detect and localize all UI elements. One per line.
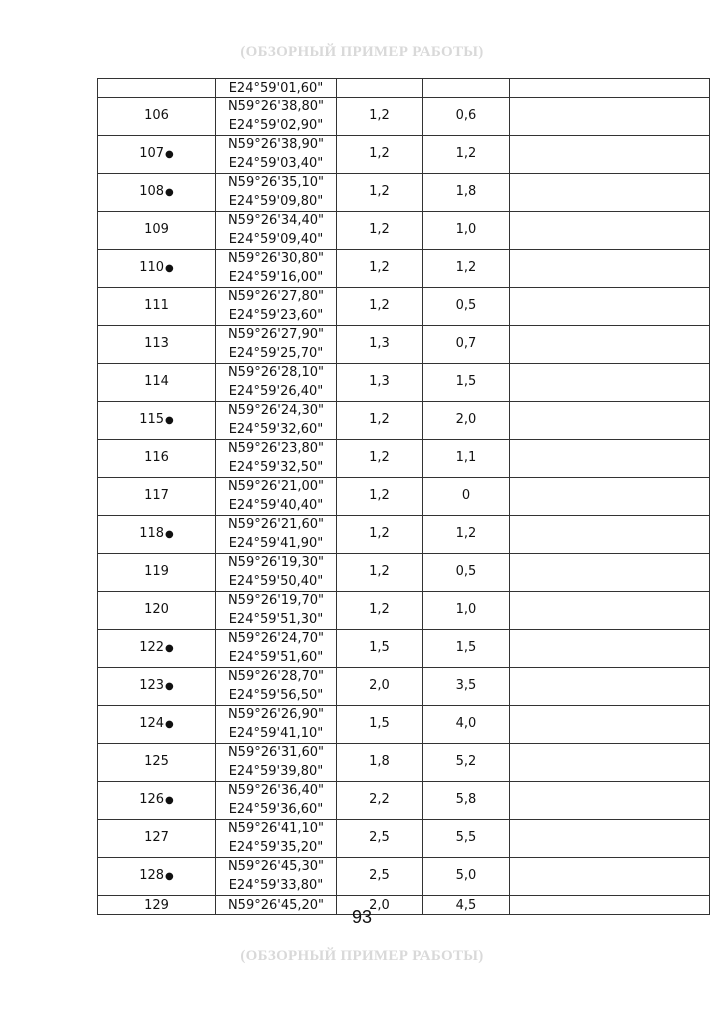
cell-value-1 <box>337 79 423 98</box>
bullet-marker: ● <box>165 794 174 806</box>
cell-id <box>98 288 216 326</box>
point-id: 115 <box>139 411 165 427</box>
cell-coordinates <box>216 136 337 174</box>
cell-id <box>98 402 216 440</box>
cell-value-2 <box>423 630 510 668</box>
cell-value-2 <box>423 668 510 706</box>
value-2: 1,2 <box>455 526 477 542</box>
cell-empty <box>510 516 710 554</box>
cell-id <box>98 212 216 250</box>
cell-coordinates <box>216 79 337 98</box>
value-2: 0 <box>461 488 471 504</box>
cell-coordinates <box>216 212 337 250</box>
cell-value-1 <box>337 326 423 364</box>
cell-empty <box>510 440 710 478</box>
cell-coordinates <box>216 326 337 364</box>
cell-empty <box>510 478 710 516</box>
table-row <box>98 592 710 630</box>
cell-coordinates <box>216 744 337 782</box>
bullet-marker: ● <box>165 680 174 692</box>
cell-empty <box>510 326 710 364</box>
cell-empty <box>510 592 710 630</box>
table-row <box>98 212 710 250</box>
point-id: 124 <box>139 715 165 731</box>
cell-value-2 <box>423 98 510 136</box>
value-1: 2,5 <box>369 868 390 884</box>
cell-empty <box>510 136 710 174</box>
longitude: E24°59'35,20" <box>228 839 324 855</box>
value-2: 5,5 <box>455 830 477 846</box>
latitude: N59°26'28,10" <box>227 365 325 380</box>
value-2: 0,6 <box>455 108 477 124</box>
latitude: N59°26'36,40" <box>227 783 325 798</box>
point-id: 111 <box>144 298 169 314</box>
point-id: 108 <box>139 183 165 199</box>
value-1: 1,2 <box>369 412 390 428</box>
value-1: 2,0 <box>369 678 390 694</box>
longitude: E24°59'09,80" <box>228 193 324 209</box>
point-id: 109 <box>144 222 169 238</box>
point-id: 126 <box>139 791 165 807</box>
longitude: E24°59'32,60" <box>228 421 324 437</box>
value-2: 0,5 <box>455 298 477 314</box>
cell-id <box>98 516 216 554</box>
cell-empty <box>510 630 710 668</box>
value-2: 4,5 <box>455 897 477 913</box>
value-2: 1,0 <box>455 602 477 618</box>
bullet-marker: ● <box>165 148 174 160</box>
latitude: N59°26'45,30" <box>227 859 325 874</box>
cell-value-1 <box>337 858 423 896</box>
point-id: 114 <box>144 374 169 390</box>
cell-coordinates <box>216 516 337 554</box>
longitude: E24°59'41,10" <box>228 725 324 741</box>
cell-empty <box>510 782 710 820</box>
cell-coordinates <box>216 98 337 136</box>
cell-value-1 <box>337 250 423 288</box>
cell-coordinates <box>216 554 337 592</box>
coordinates-table-body <box>98 79 710 915</box>
value-1: 1,2 <box>369 298 390 314</box>
cell-id <box>98 79 216 98</box>
value-2: 1,1 <box>455 450 477 466</box>
table-row <box>98 136 710 174</box>
table-row <box>98 820 710 858</box>
cell-coordinates <box>216 364 337 402</box>
cell-coordinates <box>216 288 337 326</box>
cell-id <box>98 858 216 896</box>
cell-value-1 <box>337 782 423 820</box>
longitude: E24°59'01,60" <box>228 80 324 96</box>
value-2: 1,8 <box>455 184 477 200</box>
cell-value-1 <box>337 440 423 478</box>
cell-coordinates <box>216 440 337 478</box>
cell-coordinates <box>216 706 337 744</box>
latitude: N59°26'24,70" <box>227 631 325 646</box>
cell-value-1 <box>337 592 423 630</box>
point-id: 128 <box>139 867 165 883</box>
latitude: N59°26'19,30" <box>227 555 325 570</box>
value-1: 1,2 <box>369 488 390 504</box>
table-row <box>98 744 710 782</box>
cell-empty <box>510 364 710 402</box>
table-row <box>98 858 710 896</box>
value-2: 1,2 <box>455 260 477 276</box>
longitude: E24°59'36,60" <box>228 801 324 817</box>
cell-id <box>98 136 216 174</box>
point-id: 125 <box>144 754 169 770</box>
cell-value-2 <box>423 250 510 288</box>
longitude: E24°59'23,60" <box>228 307 324 323</box>
point-id: 113 <box>144 336 169 352</box>
cell-value-2 <box>423 79 510 98</box>
longitude: E24°59'51,30" <box>228 611 324 627</box>
longitude: E24°59'51,60" <box>228 649 324 665</box>
cell-empty <box>510 250 710 288</box>
cell-empty <box>510 402 710 440</box>
value-1: 1,2 <box>369 564 390 580</box>
page-number: 93 <box>351 907 373 927</box>
latitude: N59°26'19,70" <box>227 593 325 608</box>
cell-empty <box>510 554 710 592</box>
latitude: N59°26'27,90" <box>227 327 325 342</box>
cell-empty <box>510 98 710 136</box>
bullet-marker: ● <box>165 186 174 198</box>
latitude: N59°26'41,10" <box>227 821 325 836</box>
point-id: 118 <box>139 525 165 541</box>
cell-id <box>98 820 216 858</box>
cell-value-1 <box>337 174 423 212</box>
cell-coordinates <box>216 402 337 440</box>
point-id: 107 <box>139 145 165 161</box>
value-1: 1,3 <box>369 336 390 352</box>
value-2: 4,0 <box>455 716 477 732</box>
cell-coordinates <box>216 630 337 668</box>
cell-value-2 <box>423 174 510 212</box>
cell-empty <box>510 212 710 250</box>
cell-value-1 <box>337 516 423 554</box>
longitude: E24°59'26,40" <box>228 383 324 399</box>
longitude: E24°59'25,70" <box>228 345 324 361</box>
cell-id <box>98 364 216 402</box>
table-row <box>98 706 710 744</box>
bullet-marker: ● <box>165 414 174 426</box>
cell-value-2 <box>423 820 510 858</box>
table-row <box>98 174 710 212</box>
table-row <box>98 668 710 706</box>
bullet-marker: ● <box>165 870 174 882</box>
point-id: 127 <box>144 830 169 846</box>
cell-id <box>98 744 216 782</box>
cell-coordinates <box>216 820 337 858</box>
value-1: 1,2 <box>369 526 390 542</box>
value-2: 3,5 <box>455 678 477 694</box>
watermark-top: (ОБЗОРНЫЙ ПРИМЕР РАБОТЫ) <box>240 44 484 60</box>
table-row <box>98 554 710 592</box>
table-row <box>98 288 710 326</box>
longitude: E24°59'56,50" <box>228 687 324 703</box>
cell-empty <box>510 79 710 98</box>
cell-value-1 <box>337 288 423 326</box>
latitude: N59°26'27,80" <box>227 289 325 304</box>
cell-empty <box>510 820 710 858</box>
point-id: 120 <box>144 602 169 618</box>
table-row-continued <box>98 79 710 98</box>
value-1: 2,2 <box>369 792 390 808</box>
cell-coordinates <box>216 858 337 896</box>
cell-value-1 <box>337 402 423 440</box>
cell-value-2 <box>423 592 510 630</box>
bullet-marker: ● <box>165 528 174 540</box>
cell-value-1 <box>337 706 423 744</box>
latitude: N59°26'34,40" <box>227 213 325 228</box>
longitude: E24°59'40,40" <box>228 497 324 513</box>
latitude: N59°26'38,80" <box>227 99 325 114</box>
cell-value-2 <box>423 136 510 174</box>
longitude: E24°59'50,40" <box>228 573 324 589</box>
latitude: N59°26'31,60" <box>227 745 325 760</box>
cell-value-1 <box>337 820 423 858</box>
cell-value-2 <box>423 782 510 820</box>
cell-id <box>98 250 216 288</box>
value-2: 0,7 <box>455 336 477 352</box>
bullet-marker: ● <box>165 262 174 274</box>
longitude: E24°59'09,40" <box>228 231 324 247</box>
cell-empty <box>510 706 710 744</box>
cell-id <box>98 592 216 630</box>
coordinates-table <box>97 78 710 915</box>
value-1: 1,5 <box>369 640 390 656</box>
value-1: 1,3 <box>369 374 390 390</box>
cell-coordinates <box>216 782 337 820</box>
value-2: 2,0 <box>455 412 477 428</box>
cell-id <box>98 706 216 744</box>
cell-value-2 <box>423 858 510 896</box>
point-id: 123 <box>139 677 165 693</box>
table-row <box>98 326 710 364</box>
cell-coordinates <box>216 592 337 630</box>
latitude: N59°26'23,80" <box>227 441 325 456</box>
bullet-marker: ● <box>165 718 174 730</box>
value-2: 1,2 <box>455 146 477 162</box>
longitude: E24°59'33,80" <box>228 877 324 893</box>
cell-value-2 <box>423 516 510 554</box>
cell-value-1 <box>337 554 423 592</box>
value-1: 2,0 <box>369 897 390 913</box>
watermark-bottom: (ОБЗОРНЫЙ ПРИМЕР РАБОТЫ) <box>240 948 484 964</box>
point-id: 106 <box>144 108 169 124</box>
latitude: N59°26'24,30" <box>227 403 325 418</box>
table-row <box>98 516 710 554</box>
cell-id <box>98 98 216 136</box>
value-1: 1,2 <box>369 108 390 124</box>
value-1: 1,2 <box>369 184 390 200</box>
cell-value-2 <box>423 554 510 592</box>
point-id: 122 <box>139 639 165 655</box>
cell-id <box>98 440 216 478</box>
value-2: 5,2 <box>455 754 477 770</box>
value-1: 1,2 <box>369 260 390 276</box>
cell-id <box>98 326 216 364</box>
latitude: N59°26'38,90" <box>227 137 325 152</box>
point-id: 117 <box>144 488 169 504</box>
value-1: 1,5 <box>369 716 390 732</box>
cell-value-1 <box>337 364 423 402</box>
bullet-marker: ● <box>165 642 174 654</box>
latitude: N59°26'21,00" <box>227 479 325 494</box>
cell-value-2 <box>423 288 510 326</box>
point-id: 129 <box>144 897 169 913</box>
cell-value-1 <box>337 744 423 782</box>
cell-empty <box>510 288 710 326</box>
table-row <box>98 630 710 668</box>
cell-value-2 <box>423 744 510 782</box>
cell-id <box>98 174 216 212</box>
cell-id <box>98 478 216 516</box>
longitude: E24°59'02,90" <box>228 117 324 133</box>
value-2: 5,8 <box>455 792 477 808</box>
cell-value-1 <box>337 212 423 250</box>
table-row <box>98 402 710 440</box>
value-1: 1,2 <box>369 450 390 466</box>
cell-empty <box>510 744 710 782</box>
value-2: 1,5 <box>455 640 477 656</box>
point-id: 110 <box>139 259 165 275</box>
latitude: N59°26'35,10" <box>227 175 325 190</box>
cell-value-2 <box>423 478 510 516</box>
point-id: 119 <box>144 564 169 580</box>
longitude: E24°59'03,40" <box>228 155 324 171</box>
cell-value-2 <box>423 364 510 402</box>
cell-value-1 <box>337 478 423 516</box>
cell-empty <box>510 174 710 212</box>
cell-value-2 <box>423 440 510 478</box>
cell-value-2 <box>423 706 510 744</box>
latitude: N59°26'26,90" <box>227 707 325 722</box>
table-row <box>98 250 710 288</box>
value-1: 1,2 <box>369 602 390 618</box>
table-row <box>98 364 710 402</box>
value-2: 1,0 <box>455 222 477 238</box>
cell-value-2 <box>423 212 510 250</box>
cell-empty <box>510 668 710 706</box>
value-2: 5,0 <box>455 868 477 884</box>
cell-value-1 <box>337 630 423 668</box>
value-1: 1,2 <box>369 146 390 162</box>
cell-id <box>98 782 216 820</box>
value-1: 1,2 <box>369 222 390 238</box>
latitude: N59°26'28,70" <box>227 669 325 684</box>
cell-coordinates <box>216 478 337 516</box>
value-2: 1,5 <box>455 374 477 390</box>
point-id: 116 <box>144 450 169 466</box>
longitude: E24°59'41,90" <box>228 535 324 551</box>
table-row <box>98 782 710 820</box>
cell-id <box>98 554 216 592</box>
longitude: E24°59'32,50" <box>228 459 324 475</box>
table-row <box>98 440 710 478</box>
cell-id <box>98 668 216 706</box>
cell-value-2 <box>423 326 510 364</box>
cell-value-1 <box>337 668 423 706</box>
cell-coordinates <box>216 250 337 288</box>
cell-value-2 <box>423 402 510 440</box>
cell-value-1 <box>337 136 423 174</box>
latitude: N59°26'21,60" <box>227 517 325 532</box>
cell-empty <box>510 858 710 896</box>
cell-coordinates <box>216 668 337 706</box>
longitude: E24°59'16,00" <box>228 269 324 285</box>
cell-id <box>98 630 216 668</box>
value-1: 2,5 <box>369 830 390 846</box>
table-row <box>98 478 710 516</box>
longitude: E24°59'39,80" <box>228 763 324 779</box>
latitude: N59°26'30,80" <box>227 251 325 266</box>
table-row <box>98 98 710 136</box>
value-2: 0,5 <box>455 564 477 580</box>
latitude: N59°26'45,20" <box>227 897 325 913</box>
cell-coordinates <box>216 174 337 212</box>
cell-value-1 <box>337 98 423 136</box>
value-1: 1,8 <box>369 754 390 770</box>
